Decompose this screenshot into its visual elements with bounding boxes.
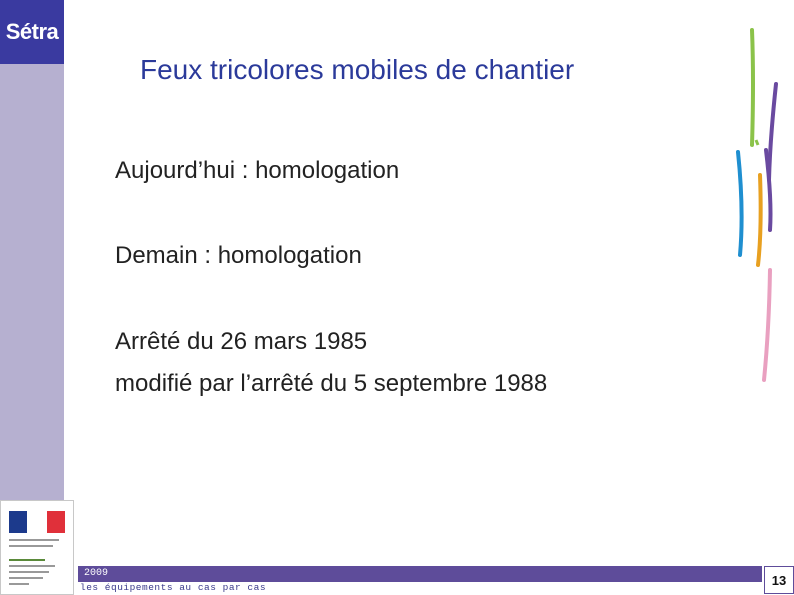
setra-logo-text: Sétra	[5, 19, 59, 44]
setra-logo	[0, 0, 64, 64]
page-title: Feux tricolores mobiles de chantier	[140, 54, 575, 85]
bullet-today: Aujourd’hui : homologation	[115, 157, 400, 184]
colored-strokes-decoration	[714, 0, 794, 400]
bullet-tomorrow: Demain : homologation	[115, 242, 362, 269]
footer-bar	[78, 566, 762, 582]
french-flag-icon	[9, 511, 65, 533]
ministry-logo	[0, 500, 74, 595]
footer-year: 2009	[84, 568, 109, 579]
bullet-modification: modifié par l’arrêté du 5 septembre 1988	[115, 370, 548, 397]
bullet-decree: Arrêté du 26 mars 1985	[115, 328, 368, 355]
page-number: 13	[764, 566, 794, 594]
footer-subtitle: les équipements au cas par cas	[80, 582, 267, 593]
